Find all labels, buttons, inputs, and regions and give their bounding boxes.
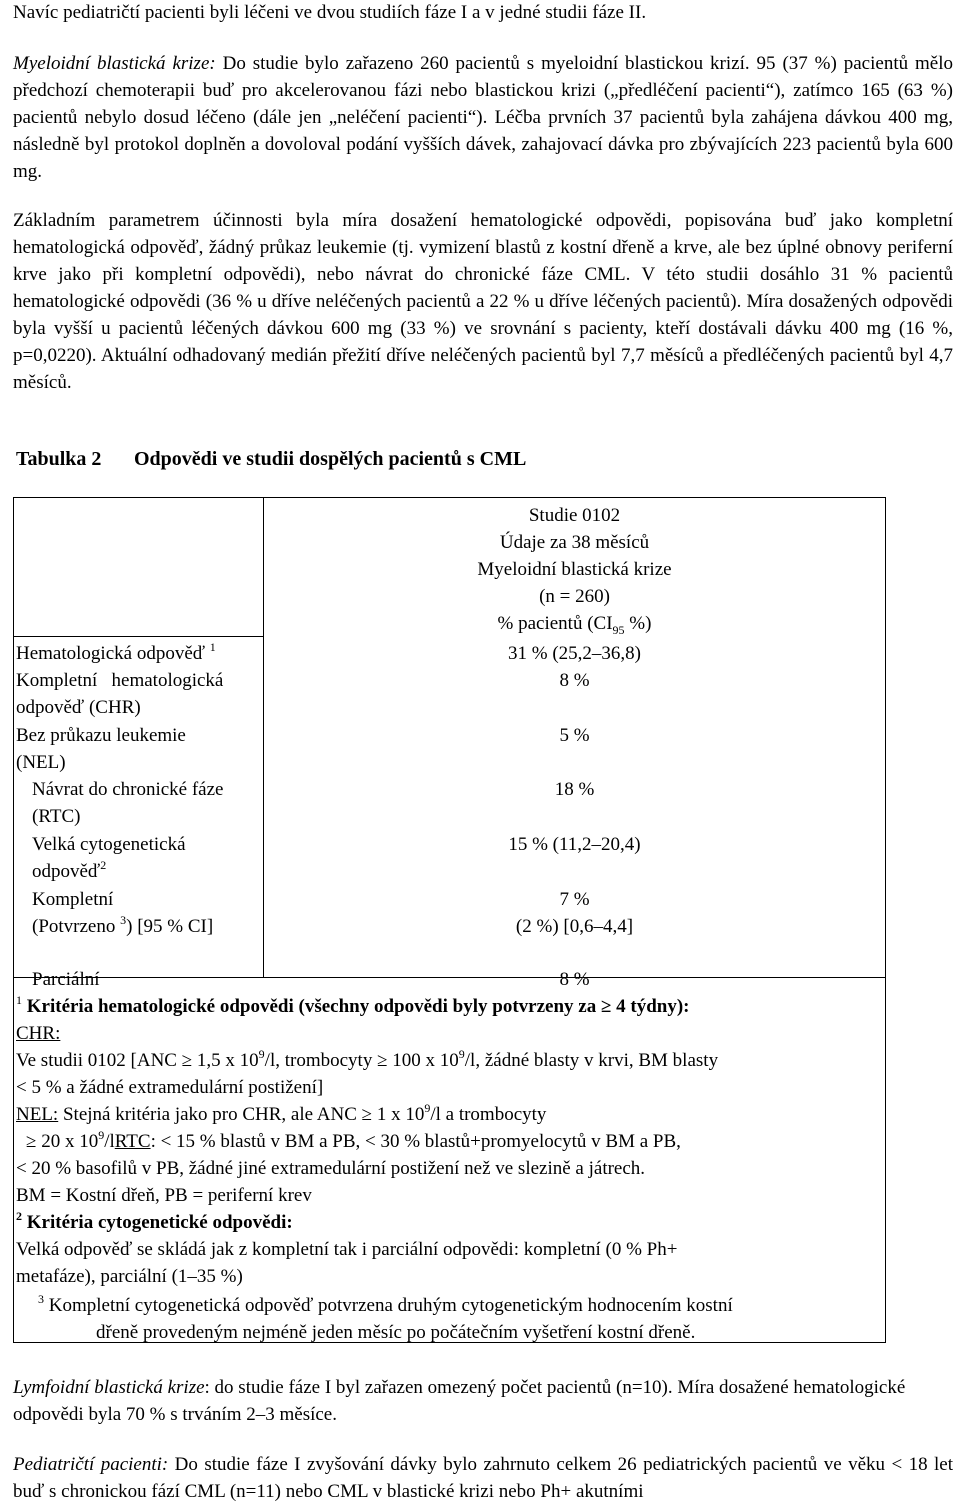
rtc-label-2: (RTC) [32, 806, 81, 827]
rtc-heading: RTC [114, 1131, 151, 1152]
nel-sup: 9 [424, 1100, 431, 1115]
row-partial-label: Parciální [32, 969, 100, 990]
cyto-label-1: Velká cytogenetická [32, 834, 186, 855]
header-unit [264, 610, 885, 637]
header-study: Studie 0102 [528, 505, 621, 526]
footnote-3-number: 3 [38, 1291, 44, 1306]
lymphoid-paragraph [13, 1374, 953, 1428]
header-unit-prefix: % pacientů (CI [497, 613, 613, 634]
header-population: Myeloidní blastická krize [477, 559, 672, 580]
nel-text-b: 1 x 10 [372, 1104, 425, 1125]
chr-text-d: 100 x 10 [387, 1050, 459, 1071]
intro-paragraph: Navíc pediatričtí pacienti byli léčeni ve dvou studiích fáze I a v jedné studii fáze II. [13, 2, 647, 23]
footnote-2-title [16, 1209, 881, 1236]
hema-sup: 1 [209, 639, 216, 654]
nel-text-c: /l a trombocyty [430, 1104, 547, 1125]
efficacy-paragraph: Základním parametrem účinnosti byla míra dosažení hematologické odpovědi, popisována buď jako kompletní hematologická odpověď, žádný průkaz leukemie (tj. vymizení blastů z kostní dřeně a krve, ale bez úplné obnovy periferní krve jako při kompletní odpovědi), nebo návrat do chronické fáze CML. V této studii dosáhlo 31 % pacientů hematologické odpovědi (36 % u dříve neléčených pacientů a 22 % u dříve léčených pacientů). Míra dosažených odpovědi byla vyšší u pacientů léčených dávkou 600 mg (33 %) ve srovnání s pacienty, kteří dostávali dávku 400 mg (16 %, p=0,0220). Aktuální odhadovaný medián přežití dříve neléčených pacientů byl 7,7 měsíců a předléčených pacientů byl 4,7 měsíců. [13, 210, 953, 393]
footnote-3-text-2: dřeně provedeným nejméně jeden měsíc po počátečním vyšetření kostní dřeně. [96, 1322, 696, 1343]
abbrev-definition: BM = Kostní dřeň, PB = periferní krev [16, 1185, 312, 1206]
chr-sup-2: 9 [458, 1046, 465, 1061]
table-label: Tabulka 2 [16, 448, 102, 470]
rtc-text: : < 15 % blastů v BM a PB, < 30 % blastů+promyelocytů v BM a PB, [150, 1131, 681, 1152]
footnote-1-title-a: Kritéria hematologické odpovědi (všechny odpovědi byly potvrzeny za [22, 996, 601, 1017]
ge-symbol: ≥ [181, 1050, 193, 1071]
footnote-2-number: 2 [16, 1208, 22, 1223]
header-n: (n = 260) [539, 586, 610, 607]
row-partial-value: 8 % [559, 969, 590, 990]
table-header [264, 502, 885, 637]
ge-symbol: ≥ [600, 996, 612, 1017]
myeloid-paragraph [13, 50, 953, 185]
ge-symbol: ≥ [26, 1131, 37, 1152]
chr-text-c: /l, trombocyty [264, 1050, 378, 1071]
chr-sup-1: 9 [258, 1046, 265, 1061]
footnote-1-title [16, 993, 881, 1020]
complete-label-2-line [32, 913, 213, 940]
row-hema-value: 31 % (25,2–36,8) [508, 643, 641, 664]
nel-label-1: Bez průkazu leukemie [16, 725, 186, 746]
rtc-label-1: Návrat do chronické fáze [32, 779, 224, 800]
chr-text-a: Ve studii 0102 [ANC [16, 1050, 182, 1071]
footnote-2-text-2: metafáze), parciální (1–35 %) [16, 1266, 243, 1287]
footnote-2-title-text: Kritéria cytogenetické odpovědi: [22, 1212, 293, 1233]
nel-rtc-criteria [26, 1128, 891, 1155]
footnote-1-number: 1 [16, 992, 22, 1007]
row-nel-label [16, 722, 186, 776]
complete-value-2: (2 %) [0,6–4,4] [515, 916, 634, 937]
table-title: Odpovědi ve studii dospělých pacientů s CML [134, 448, 527, 470]
row-divider [14, 636, 263, 637]
header-unit-sub: 95 [612, 622, 625, 637]
chr-text-b: 1,5 x 10 [192, 1050, 259, 1071]
row-rtc-value: 18 % [554, 779, 595, 800]
row-cyto-label [32, 831, 186, 885]
footnote-2-text-1: Velká odpověď se skládá jak z kompletní tak i parciální odpovědi: kompletní (0 % Ph+ [16, 1239, 678, 1260]
row-cyto-value: 15 % (11,2–20,4) [508, 834, 641, 855]
footnote-3-text-a: Kompletní cytogenetická odpověď potvrzena druhým cytogenetickým hodnocením kostní [44, 1295, 733, 1316]
response-table [13, 497, 886, 1343]
complete-label-2a: (Potvrzeno [32, 916, 116, 937]
nel-criteria [16, 1101, 881, 1128]
chr-criteria [16, 1047, 881, 1074]
hema-label-text: Hematologická odpověď [16, 643, 206, 664]
pediatric-paragraph [13, 1451, 953, 1505]
table-caption [16, 446, 526, 473]
header-unit-suffix: %) [624, 613, 652, 634]
row-rtc-label [32, 776, 223, 830]
complete-label-1: Kompletní [32, 889, 114, 910]
footnote-1-title-b: 4 týdny): [611, 996, 690, 1017]
chr-heading: CHR: [16, 1023, 61, 1044]
chr-criteria-cont: < 5 % a žádné extramedulární postižení] [16, 1077, 324, 1098]
rtc-criteria-cont: < 20 % basofilů v PB, žádné jiné extramedulární postižení než ve slezině a játrech. [16, 1158, 646, 1179]
nel2-sup: 9 [98, 1127, 105, 1142]
nel2-text-a: 20 x 10 [36, 1131, 99, 1152]
row-chr-value: 8 % [559, 670, 590, 691]
complete-sup: 3 [120, 912, 127, 927]
header-data-period: Údaje za 38 měsíců [499, 532, 650, 553]
footnote-3-text-1 [38, 1292, 903, 1319]
complete-label-2b: ) [95 % CI] [126, 916, 214, 937]
myeloid-label: Myeloidní blastická krize: [13, 53, 216, 74]
nel-heading: NEL: [16, 1104, 59, 1125]
complete-value-1: 7 % [559, 889, 590, 910]
ge-symbol: ≥ [361, 1104, 373, 1125]
lymphoid-label: Lymfoidní blastická krize [13, 1377, 205, 1398]
row-nel-value: 5 % [559, 725, 590, 746]
row-complete-value [264, 886, 885, 940]
chr-label-2: odpověď (CHR) [16, 697, 141, 718]
cyto-label-2-line [32, 858, 186, 885]
myeloid-text: Do studie bylo zařazeno 260 pacientů s myeloidní blastickou krizí. 95 (37 %) pacientů mělo předchozí chemoterapii buď pro akcelerovanou fázi nebo blastickou krizi („předléčení pacienti“), zatímco 165 (63 %) pacientů nebylo dosud léčeno (dále jen „neléčení pacienti“). Léčba prvních 37 pacientů byla zahájena dávkou 400 mg, následně byl protokol doplněn a dovoloval podání vyšších dávek, zahajovací dávka pro zbývajících 223 pacientů byla 600 mg. [13, 53, 953, 182]
nel2-text-b: /l [104, 1131, 115, 1152]
ge-symbol: ≥ [377, 1050, 388, 1071]
pediatric-text: Do studie fáze I zvyšování dávky bylo zahrnuto celkem 26 pediatrických pacientů ve věku < 18 let buď s chronickou fází CML (n=11) nebo CML v blastické krizi nebo Ph+ akutními [13, 1454, 954, 1502]
cyto-sup: 2 [100, 857, 107, 872]
nel-label-2: (NEL) [16, 752, 66, 773]
nel-text-a: Stejná kritéria jako pro CHR, ale ANC [58, 1104, 362, 1125]
pediatric-label: Pediatričtí pacienti: [13, 1454, 169, 1475]
row-complete-label [32, 886, 213, 940]
chr-text-e: /l, žádné blasty v krvi, BM blasty [464, 1050, 719, 1071]
chr-label-1: Kompletní hematologická [16, 670, 224, 691]
lymphoid-text: : do studie fáze I byl zařazen omezený počet pacientů (n=10). Míra dosažené hematologické odpovědi byla 70 % s trváním 2–3 měsíce. [13, 1377, 906, 1425]
row-chr-label [16, 667, 223, 721]
footnote-1-title-text [22, 996, 690, 1017]
cyto-label-2: odpověď [32, 861, 101, 882]
row-hema-label [16, 640, 216, 667]
